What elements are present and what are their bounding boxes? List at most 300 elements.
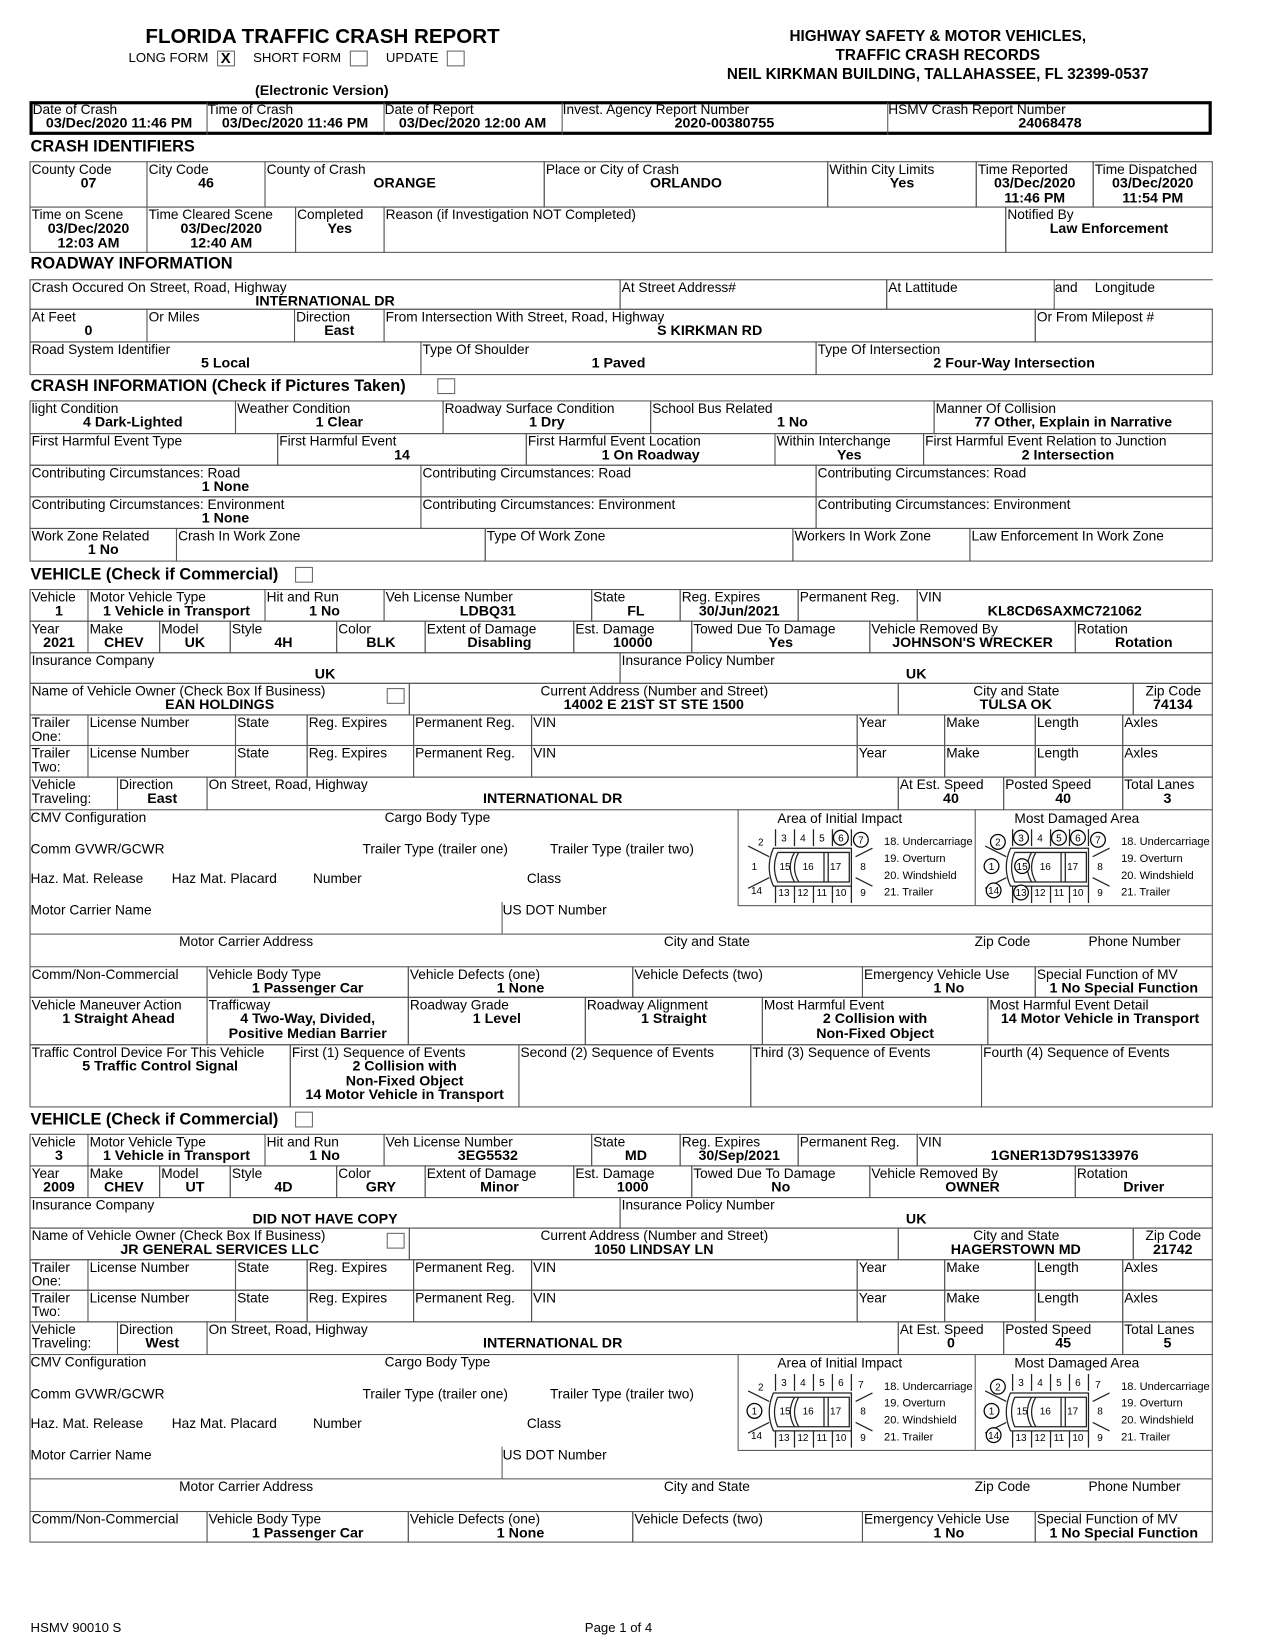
field-value[interactable]: 2020-00380755 [674, 114, 775, 131]
business-checkbox[interactable] [387, 1233, 405, 1249]
field-value[interactable]: 30/Jun/2021 [698, 602, 780, 619]
cmv-haz-mat-placard: Haz Mat. Placard [171, 870, 277, 887]
field-value[interactable]: Yes [327, 220, 353, 237]
impact-area-1[interactable] [747, 1404, 762, 1419]
field-value[interactable]: 4 Two-Way, Divided, Positive Median Barrier [228, 1010, 387, 1041]
field-label: Vehicle Defects (one) [409, 966, 541, 983]
field-state [235, 1290, 308, 1323]
report-title: FLORIDA TRAFFIC CRASH REPORT [145, 25, 500, 49]
field-value[interactable]: ORANGE [373, 174, 436, 191]
field-value[interactable]: Driver [1123, 1179, 1165, 1195]
field-value[interactable]: 1 No [309, 1147, 340, 1164]
field-value[interactable]: DID NOT HAVE COPY [252, 1210, 398, 1227]
field-value[interactable]: 14 [394, 446, 410, 463]
field-value[interactable]: 3 [1163, 790, 1172, 807]
svg-text:5: 5 [1056, 833, 1062, 845]
field-value[interactable]: 03/Dec/2020 12:03 AM [47, 220, 130, 251]
field-most-harmful-event-detail [987, 997, 1212, 1045]
field-label: Type Of Work Zone [486, 527, 606, 544]
svg-text:4: 4 [1037, 833, 1043, 845]
field-value[interactable]: 0 [84, 322, 93, 339]
impact-area-13[interactable] [1014, 885, 1029, 900]
impact-area-7[interactable] [858, 1380, 864, 1391]
field-value[interactable]: EAN HOLDINGS [165, 696, 275, 713]
field-label: Vehicle [31, 589, 76, 605]
field-value[interactable]: 1 No Special Function [1049, 979, 1199, 996]
impact-area-4[interactable] [800, 1378, 806, 1389]
field-type-of-intersection [816, 341, 1213, 375]
impact-area-2[interactable] [758, 838, 764, 849]
svg-text:12: 12 [797, 1432, 809, 1444]
impact-area-14[interactable] [986, 1428, 1001, 1443]
field-label: Make [946, 744, 980, 761]
field-style [230, 1165, 337, 1198]
field-label: Year [858, 1259, 887, 1275]
update-checkbox[interactable] [447, 51, 465, 67]
impact-area-3[interactable] [781, 1378, 787, 1389]
field-value[interactable]: 2 Collision with Non-Fixed Object 14 Motor Vehicle in Transport [305, 1057, 504, 1103]
agency-line: HIGHWAY SAFETY & MOTOR VEHICLES, [789, 28, 1087, 46]
impact-area-4[interactable] [800, 833, 806, 844]
impact-area-10[interactable] [835, 888, 847, 899]
impact-area-4[interactable] [1037, 833, 1043, 844]
legend-item: 20. Windshield [1121, 1414, 1194, 1427]
impact-area-6[interactable] [838, 1378, 844, 1389]
impact-area-3[interactable] [1014, 830, 1029, 845]
field-value[interactable]: INTERNATIONAL DR [482, 790, 623, 807]
section-checkbox[interactable] [295, 567, 313, 583]
field-value[interactable]: TULSA OK [979, 696, 1052, 713]
field-model [159, 1165, 231, 1198]
impact-area-10[interactable] [1072, 888, 1084, 899]
long-form-label: LONG FORM [128, 50, 209, 66]
field-value[interactable]: 5 Traffic Control Signal [82, 1057, 239, 1074]
impact-area-15[interactable] [1015, 859, 1030, 874]
form-type-options [129, 51, 480, 67]
field-state [235, 714, 308, 746]
impact-area-15[interactable] [779, 1407, 791, 1418]
impact-area-5[interactable] [819, 1378, 825, 1389]
field-value[interactable]: 1050 LINDSAY LN [594, 1241, 714, 1258]
field-label: License Number [89, 1259, 190, 1275]
impact-area-10[interactable] [835, 1433, 847, 1444]
cmv-comm-gvwr-gcwr: Comm GVWR/GCWR [30, 1385, 165, 1402]
field-value[interactable]: 2 Four-Way Intersection [933, 355, 1095, 371]
svg-text:3: 3 [1018, 833, 1024, 845]
impact-area-10[interactable] [1072, 1433, 1084, 1444]
impact-area-16[interactable] [1040, 1407, 1052, 1418]
field-label: Axles [1124, 714, 1158, 731]
field-value[interactable]: 1 Dry [529, 414, 565, 430]
field-license-number [87, 1259, 236, 1291]
impact-area-1[interactable] [984, 859, 999, 874]
field-vin [531, 745, 858, 778]
section-checkbox[interactable] [437, 379, 455, 395]
field-value[interactable]: FL [627, 602, 645, 619]
field-label: Year [858, 714, 887, 731]
impact-area-8[interactable] [1097, 1407, 1103, 1418]
field-value[interactable]: Yes [768, 634, 794, 651]
field-label: Trailer One: [31, 714, 70, 744]
field-roadway-surface-condition [443, 400, 652, 434]
field-value[interactable]: 03/Dec/2020 12:40 AM [180, 220, 263, 251]
field-label: Traffic Control Device For This Vehicle [31, 1044, 265, 1061]
field-label: Hit and Run [266, 589, 339, 605]
field-value[interactable]: 5 [1163, 1335, 1172, 1351]
field-special-function-of-mv [1035, 1511, 1213, 1543]
field-value[interactable]: 45 [1055, 1335, 1072, 1351]
field-value[interactable]: ORLANDO [650, 174, 722, 191]
field-value[interactable]: 1000 [616, 1179, 649, 1195]
field-value[interactable]: 0 [946, 1335, 955, 1351]
field-value[interactable]: 2 Collision with Non-Fixed Object [816, 1010, 934, 1041]
field-value[interactable]: 21742 [1152, 1241, 1193, 1258]
field-value[interactable]: No [771, 1179, 791, 1195]
impact-area-11[interactable] [817, 888, 828, 899]
field-value[interactable]: UK [905, 665, 927, 682]
field-license-number [87, 714, 236, 746]
field-value[interactable]: 03/Dec/2020 11:54 PM [1111, 174, 1194, 205]
field-value[interactable]: 4D [274, 1179, 293, 1195]
impact-area-17[interactable] [1067, 862, 1079, 873]
field-value[interactable]: CHEV [104, 634, 144, 651]
field-label: Total Lanes [1124, 1321, 1195, 1338]
field-county-code [30, 161, 148, 207]
field-value[interactable]: 1 Vehicle in Transport [102, 602, 251, 619]
impact-area-7[interactable] [1091, 832, 1106, 847]
field-value[interactable]: 03/Dec/2020 11:46 PM [45, 114, 193, 131]
field-date-of-report [384, 102, 563, 135]
field-label: Permanent Reg. [415, 1289, 515, 1306]
field-value[interactable]: 2021 [43, 634, 75, 651]
field-value[interactable]: INTERNATIONAL DR [482, 1335, 623, 1351]
field-value[interactable]: 4 Dark-Lighted [82, 414, 183, 430]
impact-area-3[interactable] [1018, 1378, 1024, 1389]
field-emergency-vehicle-use [862, 966, 1036, 998]
field-value[interactable]: 3EG5532 [457, 1147, 518, 1164]
field-value[interactable]: 1 Vehicle in Transport [102, 1147, 251, 1164]
impact-area-15[interactable] [779, 862, 791, 873]
field-value[interactable]: 1 Paved [591, 355, 646, 371]
field-label: Trailer Two: [31, 1289, 70, 1320]
field-value[interactable]: 2009 [43, 1179, 75, 1195]
impact-area-5[interactable] [1052, 830, 1067, 845]
impact-area-8[interactable] [860, 1407, 866, 1418]
field-value[interactable]: 46 [198, 174, 214, 191]
field-label: Permanent Reg. [415, 714, 515, 731]
cmv-us-dot-number: US DOT Number [502, 1446, 607, 1463]
field-value[interactable]: UK [905, 1210, 927, 1227]
field-value[interactable]: LDBQ31 [459, 602, 516, 619]
field-value[interactable]: 1 No [87, 541, 119, 558]
impact-area-13[interactable] [778, 888, 790, 899]
field-label: Within Interchange [776, 433, 891, 449]
section-heading-text: VEHICLE (Check if Commercial) [30, 565, 279, 584]
impact-area-15[interactable] [1017, 1407, 1029, 1418]
impact-area-3[interactable] [781, 833, 787, 844]
field-value[interactable]: 1 Passenger Car [251, 979, 364, 996]
field-vehicle-removed-by [869, 1165, 1076, 1198]
field-value[interactable]: 1 None [496, 979, 545, 996]
business-checkbox[interactable] [387, 688, 405, 704]
field-value[interactable]: JOHNSON'S WRECKER [892, 634, 1053, 651]
field-value[interactable]: 1GNER13D79S133976 [990, 1147, 1139, 1164]
legend-item: 18. Undercarriage [1121, 1380, 1210, 1393]
impact-area-14[interactable] [751, 1431, 763, 1442]
field-label: At Est. Speed [899, 776, 984, 793]
impact-area-16[interactable] [803, 1407, 815, 1418]
svg-text:9: 9 [1097, 1432, 1103, 1444]
field-style [230, 621, 337, 654]
field-value[interactable]: BLK [366, 634, 396, 651]
impact-area-9[interactable] [860, 888, 866, 899]
field-label: Second (2) Sequence of Events [520, 1044, 714, 1061]
field-total-lanes [1122, 1321, 1213, 1355]
impact-area-11[interactable] [1054, 888, 1065, 899]
field-label: On Street, Road, Highway [208, 1321, 368, 1338]
field-value[interactable]: 03/Dec/2020 11:46 PM [993, 174, 1076, 205]
impact-area-8[interactable] [860, 862, 866, 873]
impact-area-14[interactable] [986, 883, 1001, 898]
impact-area-6[interactable] [1075, 1378, 1081, 1389]
field-value[interactable]: 1 No [776, 414, 808, 430]
field-value[interactable]: 03/Dec/2020 12:00 AM [398, 114, 547, 131]
field-value[interactable]: GRY [365, 1179, 397, 1195]
field-value[interactable]: Disabling [467, 634, 532, 651]
field-label: Est. Damage [575, 620, 655, 637]
svg-text:10: 10 [1072, 888, 1084, 900]
field-value[interactable]: 1 On Roadway [601, 446, 700, 463]
field-value[interactable]: 1 Clear [315, 414, 364, 430]
impact-area-7[interactable] [853, 832, 868, 847]
field-label: Name of Vehicle Owner (Check Box If Business) [31, 1227, 326, 1244]
divider [738, 809, 739, 905]
short-form-checkbox[interactable] [350, 51, 368, 67]
field-value[interactable]: MD [624, 1147, 647, 1164]
impact-area-9[interactable] [1097, 1433, 1103, 1444]
field-label: Work Zone Related [31, 527, 150, 544]
field-value[interactable]: 4H [274, 634, 293, 651]
field-label: City and State [973, 682, 1060, 699]
svg-text:9: 9 [860, 888, 866, 900]
field-value[interactable]: 77 Other, Explain in Narrative [974, 414, 1173, 430]
svg-text:1: 1 [988, 1406, 995, 1418]
impact-area-13[interactable] [778, 1433, 790, 1444]
field-value[interactable]: 40 [1055, 790, 1072, 807]
svg-text:7: 7 [858, 835, 864, 847]
field-contributing-circumstances-environment [30, 496, 422, 529]
field-axles [1122, 714, 1213, 746]
field-value[interactable]: CHEV [104, 1179, 144, 1195]
legend-item: 20. Windshield [1121, 869, 1194, 882]
field-hsmv-crash-report-number [887, 102, 1213, 135]
field-name-of-vehicle-owner-check-box-if-business [30, 1228, 410, 1261]
impact-area-1[interactable] [752, 862, 758, 873]
field-value[interactable]: S KIRKMAN RD [657, 322, 763, 339]
field-label: Style [231, 1165, 263, 1182]
impact-area-6[interactable] [833, 830, 848, 845]
field-permanent-reg [413, 1259, 532, 1291]
field-label: Notified By [1007, 206, 1074, 223]
cmv-haz-mat-release: Haz. Mat. Release [30, 870, 144, 887]
field-time-reported [976, 161, 1094, 207]
svg-text:11: 11 [1053, 1432, 1065, 1444]
svg-text:11: 11 [816, 1432, 828, 1444]
field-value[interactable]: 10000 [612, 634, 653, 651]
field-label: Vehicle Maneuver Action [31, 996, 182, 1013]
field-value[interactable]: UT [185, 1179, 205, 1195]
field-value[interactable]: 5 Local [200, 355, 251, 371]
divider [30, 1354, 31, 1512]
field-label: First Harmful Event Type [31, 433, 183, 449]
field-value[interactable]: 1 Straight [641, 1010, 707, 1027]
field-value[interactable]: 74134 [1152, 696, 1193, 713]
field-value[interactable]: 1 No [933, 979, 965, 996]
field-label: Invest. Agency Report Number [562, 102, 750, 117]
field-value[interactable]: Rotation [1114, 634, 1173, 651]
form-number: HSMV 90010 S [30, 1620, 122, 1636]
field-notified-by [1005, 207, 1213, 253]
impact-area-9[interactable] [1097, 888, 1103, 899]
field-label: VIN [533, 714, 557, 731]
field-label: State [237, 744, 270, 761]
field-at-lattitude [886, 279, 1055, 310]
field-value[interactable]: KL8CD6SAXMC721062 [987, 602, 1142, 619]
impact-area-5[interactable] [819, 833, 825, 844]
field-label: Total Lanes [1124, 776, 1195, 793]
impact-area-2[interactable] [758, 1382, 764, 1393]
field-year [857, 1290, 946, 1323]
field-label: Time on Scene [31, 206, 124, 223]
field-vehicle [30, 589, 89, 622]
field-vehicle-maneuver-action [30, 997, 208, 1045]
initial-impact-diagram [740, 1355, 977, 1450]
impact-area-6[interactable] [1071, 830, 1086, 845]
field-value[interactable]: 2 Intersection [1021, 446, 1115, 463]
field-value[interactable]: 30/Sep/2021 [698, 1147, 780, 1164]
impact-area-5[interactable] [1056, 1378, 1062, 1389]
impact-area-7[interactable] [1095, 1380, 1101, 1391]
impact-area-1[interactable] [984, 1404, 999, 1419]
diagram-legend [884, 833, 973, 900]
svg-text:11: 11 [816, 888, 828, 900]
field-value[interactable]: 03/Dec/2020 11:46 PM [221, 114, 369, 131]
field-value[interactable]: JR GENERAL SERVICES LLC [120, 1241, 320, 1258]
field-label: Roadway Grade [409, 996, 509, 1013]
impact-area-14[interactable] [751, 886, 763, 897]
field-towed-due-to-damage [691, 621, 870, 654]
impact-area-17[interactable] [1067, 1407, 1079, 1418]
field-value[interactable]: 1 Straight Ahead [62, 1010, 175, 1027]
field-value[interactable]: Law Enforcement [1049, 220, 1169, 237]
field-value[interactable]: 1 None [201, 509, 250, 526]
field-value[interactable]: 24068478 [1018, 114, 1082, 131]
legend-item: 19. Overturn [1121, 1397, 1183, 1410]
impact-area-12[interactable] [1034, 1433, 1046, 1444]
field-value[interactable]: UK [314, 665, 336, 682]
field-vin [917, 589, 1213, 622]
field-value[interactable]: 1 Passenger Car [251, 1524, 364, 1541]
impact-area-16[interactable] [803, 862, 815, 873]
field-value[interactable]: East [147, 790, 178, 807]
impact-area-13[interactable] [1015, 1433, 1027, 1444]
field-value[interactable]: HAGERSTOWN MD [950, 1241, 1081, 1258]
field-label: Style [231, 620, 263, 637]
legend-item: 21. Trailer [1121, 1430, 1171, 1444]
field-value[interactable]: 1 None [496, 1524, 545, 1541]
field-value[interactable]: 1 [55, 602, 63, 619]
field-value[interactable]: UK [184, 634, 206, 651]
carrier-motor-carrier-address: Motor Carrier Address [179, 1478, 314, 1495]
field-label: VIN [533, 744, 557, 761]
field-value[interactable]: 14 Motor Vehicle in Transport [1000, 1010, 1200, 1027]
svg-text:16: 16 [802, 861, 814, 873]
svg-text:13: 13 [1015, 888, 1027, 900]
field-vehicle-body-type [207, 966, 409, 998]
field-label: Vehicle Defects (one) [409, 1511, 541, 1527]
section-heading-text: CRASH INFORMATION (Check if Pictures Taken) [30, 377, 406, 396]
svg-text:9: 9 [860, 1432, 866, 1444]
field-value[interactable]: 1 No Special Function [1049, 1524, 1199, 1541]
impact-area-2[interactable] [990, 1379, 1005, 1394]
impact-area-16[interactable] [1040, 862, 1052, 873]
field-or-miles [146, 309, 295, 343]
field-value[interactable]: Yes [889, 174, 915, 191]
impact-area-12[interactable] [1034, 888, 1046, 899]
field-direction [117, 1321, 208, 1355]
field-value[interactable]: 1 Level [472, 1010, 521, 1027]
cmv-cargo-body-type: Cargo Body Type [384, 1354, 491, 1370]
field-value[interactable]: 3 [55, 1147, 63, 1164]
impact-area-17[interactable] [830, 862, 842, 873]
field-value[interactable]: 40 [943, 790, 959, 807]
field-make [944, 1259, 1036, 1291]
field-label: Length [1036, 1289, 1079, 1306]
field-value[interactable]: 1 No [933, 1524, 965, 1541]
field-value[interactable]: 1 None [201, 478, 250, 495]
field-value[interactable]: Yes [837, 446, 862, 463]
section-checkbox[interactable] [295, 1112, 313, 1128]
field-value[interactable]: INTERNATIONAL DR [255, 292, 395, 309]
field-value[interactable]: Minor [480, 1179, 519, 1195]
field-value[interactable]: 1 No [309, 602, 340, 619]
field-value[interactable]: OWNER [945, 1179, 1000, 1195]
field-value[interactable]: 14002 E 21ST ST STE 1500 [563, 696, 744, 713]
long-form-checkbox[interactable]: X [217, 51, 235, 67]
update-label: UPDATE [385, 50, 439, 66]
impact-area-4[interactable] [1037, 1378, 1043, 1389]
cmv-us-dot-number: US DOT Number [502, 901, 607, 918]
field-value[interactable]: 07 [80, 174, 97, 191]
impact-area-2[interactable] [990, 835, 1005, 850]
field-label: Crash In Work Zone [178, 527, 301, 544]
field-label: On Street, Road, Highway [208, 776, 368, 793]
vehicle-diagram-icon [983, 825, 1112, 903]
impact-area-12[interactable] [797, 1433, 809, 1444]
field-label: Permanent Reg. [415, 744, 515, 761]
field-value[interactable]: West [145, 1335, 180, 1351]
impact-area-11[interactable] [1054, 1433, 1065, 1444]
impact-area-12[interactable] [797, 888, 809, 899]
impact-area-8[interactable] [1097, 862, 1103, 873]
impact-area-9[interactable] [860, 1433, 866, 1444]
impact-area-17[interactable] [830, 1407, 842, 1418]
svg-text:8: 8 [1097, 861, 1103, 873]
field-label: Vehicle Traveling: [31, 1321, 92, 1351]
field-value[interactable]: East [324, 322, 355, 339]
field-label: Rotation [1076, 620, 1128, 637]
impact-area-11[interactable] [817, 1433, 828, 1444]
